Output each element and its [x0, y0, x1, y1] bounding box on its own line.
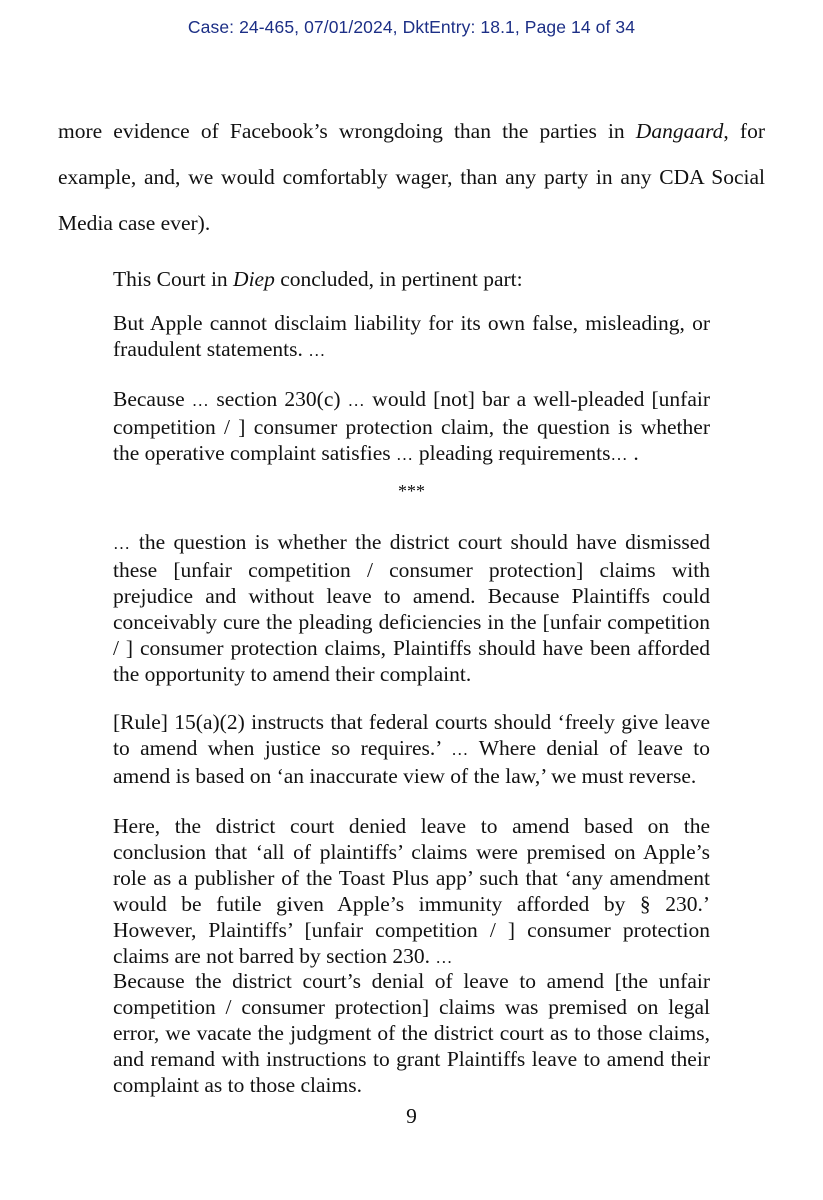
ellipsis: … — [191, 391, 210, 410]
page-number: 9 — [406, 1104, 417, 1128]
ellipsis: … — [396, 445, 414, 464]
paragraph-intro — [113, 256, 765, 302]
quote-text: pleading requirements — [413, 441, 611, 465]
case-name-italic: Dangaard — [635, 119, 724, 143]
quote-text: Because — [113, 387, 192, 411]
block-quote-1 — [113, 310, 710, 364]
block-quote-5 — [113, 813, 710, 971]
quote-text: But Apple cannot disclaim liability for its own false, misleading, or fraudulent statements. — [113, 311, 710, 361]
block-quote-4 — [113, 709, 710, 789]
ellipsis: … — [435, 948, 453, 967]
ellipsis: … — [610, 445, 629, 464]
ellipsis: … — [113, 534, 131, 553]
quote-text: . — [628, 441, 639, 465]
block-quote-6 — [113, 968, 710, 1098]
quote-text: would [not] bar a well-pleaded [unfair competition / ] consumer protection claim, the question is whether the operative complaint satisfies — [113, 387, 711, 465]
case-header: Case: 24-465, 07/01/2024, DktEntry: 18.1, Page 14 of 34 — [187, 17, 636, 37]
block-quote-3 — [113, 529, 710, 687]
quote-text: [Rule] 15(a)(2) instructs that federal courts should ‘freely give leave to amend when justice so requires.’ — [113, 710, 710, 760]
quote-text: Because the district court’s denial of leave to amend [the unfair competition / consumer protection] claims was premised on legal error, we vacate the judgment of the district court as to those claims, and remand with instructions to grant Plaintiffs leave to amend their complaint as to those claims. — [113, 969, 710, 1097]
ellipsis: … — [347, 391, 366, 410]
paragraph-text: concluded, in pertinent part: — [274, 267, 523, 291]
quote-text: Where denial of leave to amend is based on ‘an inaccurate view of the law,’ we must reverse. — [113, 736, 710, 788]
paragraph-continuation — [58, 108, 765, 246]
quote-text: Here, the district court denied leave to amend based on the conclusion that ‘all of plaintiffs’ claims were premised on Apple’s role as a publisher of the Toast Plus app’ such that ‘any amendment would be futile given Apple’s immunity afforded by § 230.’ However, Plaintiffs’ [unfair competition / ] consumer protection claims are not barred by section 230. — [113, 814, 710, 968]
paragraph-text: This Court in — [113, 267, 234, 291]
paragraph-text: more evidence of Facebook’s wrongdoing than the parties in — [58, 119, 636, 143]
case-name-italic: Diep — [233, 267, 275, 291]
quote-text: the question is whether the district court should have dismissed these [unfair competition / consumer protection] claims with prejudice and without leave to amend. Because Plaintiffs could conceivably cure the pleading deficiencies in the [unfair competition / ] consumer protection claims, Plaintiffs should have been afforded the opportunity to amend their complaint. — [113, 530, 710, 686]
block-quote-2 — [113, 386, 710, 468]
paragraph-text: , for example, and, we would comfortably wager, than any party in any CDA Social Media case ever). — [58, 119, 765, 235]
ellipsis: … — [451, 740, 469, 759]
ellipsis: … — [308, 341, 326, 360]
quote-text: section 230(c) — [209, 387, 348, 411]
section-separator: *** — [398, 481, 425, 501]
